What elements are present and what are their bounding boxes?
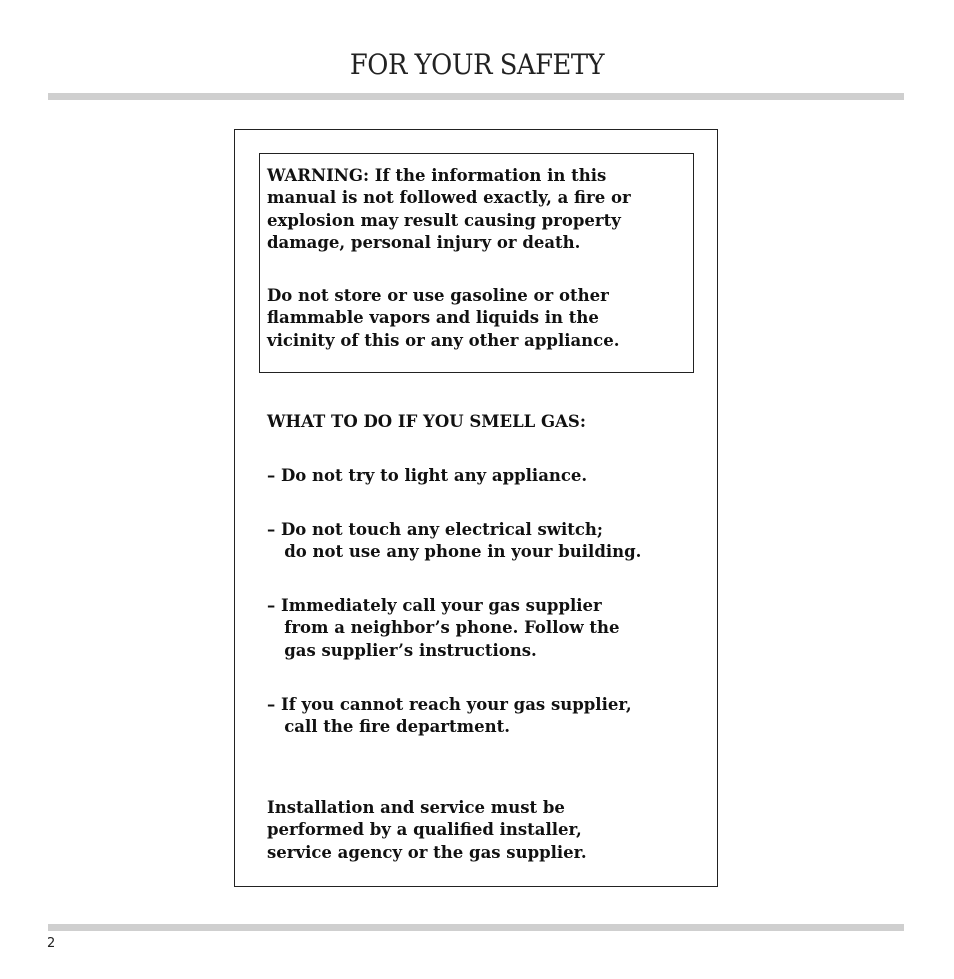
gas-instruction-item: – Do not try to light any appliance.: [267, 466, 588, 485]
gasoline-warning-text: Do not store or use gasoline or other flammable vapors and liquids in the vicinity of this or any other appliance.: [267, 286, 620, 350]
footer-divider: [48, 924, 904, 931]
installation-note: Installation and service must be performed by a qualified installer, service agency or the gas supplier.: [267, 798, 587, 862]
gas-instruction-item: – Do not touch any electrical switch; do not use any phone in your building.: [267, 520, 642, 562]
gas-heading: WHAT TO DO IF YOU SMELL GAS:: [267, 412, 586, 431]
header-divider: [48, 93, 904, 100]
gas-instruction-item: – Immediately call your gas supplier from a neighbor’s phone. Follow the gas supplier’s instructions.: [267, 596, 620, 660]
page-number: 2: [47, 936, 56, 951]
gas-instruction-item: – If you cannot reach your gas supplier, call the fire department.: [267, 695, 632, 737]
page-title: FOR YOUR SAFETY: [349, 48, 605, 81]
warning-text: WARNING: If the information in this manual is not followed exactly, a fire or explosion may result causing property damage, personal injury or death.: [267, 166, 631, 252]
